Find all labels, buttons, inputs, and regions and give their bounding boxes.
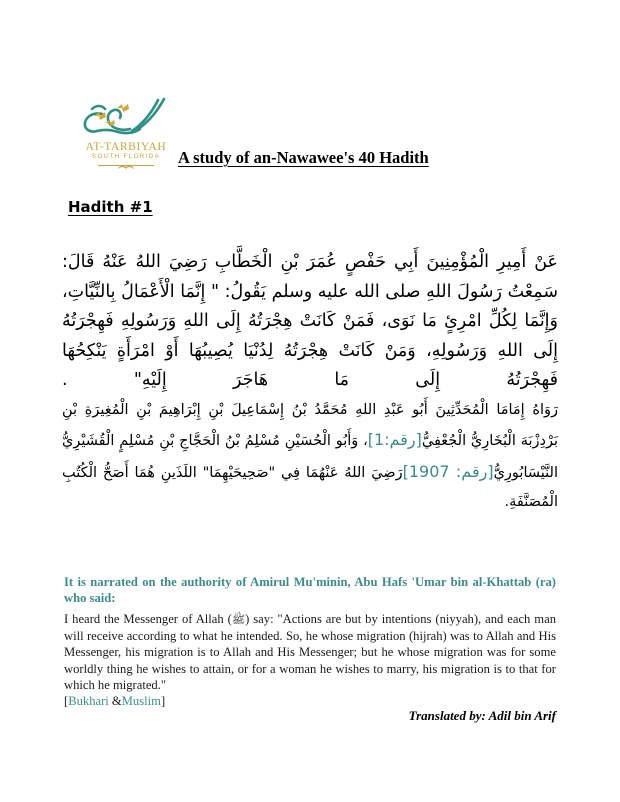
reference-muslim-number: [رقم: 1907]: [402, 461, 494, 481]
citation-open-bracket: [: [64, 694, 69, 709]
translation-lead: It is narrated on the authority of Amirul Mu'minin, Abu Hafs 'Umar bin al-Khattab (ra) who said:: [64, 575, 556, 605]
section-heading: Hadith #1: [68, 198, 153, 216]
logo-wordmark: AT-TARBIYAH: [85, 141, 167, 153]
organization-logo: [72, 96, 180, 168]
logo-calligraphy-icon: [72, 96, 180, 140]
arabic-text-block: [62, 248, 558, 518]
citation-source-muslim: Muslim: [121, 694, 161, 709]
reference-bukhari-number: [رقم:1]: [367, 430, 422, 449]
arabic-hadith-paragraph: عَنْ أَمِيرِ الْمُؤْمِنِينَ أَبِي حَفْصٍ عُمَرَ بْنِ الْخَطَّابِ رَضِيَ اللهُ عَنْهُ قَالَ: سَمِعْتُ رَسُولَ اللهِ صلى الله عليه وسلم يَقُولُ: " إِنَّمَا الْأَعْمَالُ بِالنِّيَّاتِ، وَإِنَّمَا لِكُلِّ امْرِئٍ مَا نَوَى، فَمَنْ كَانَتْ هِجْرَتُهُ إِلَى اللهِ وَرَسُولِهِ فَهِجْرَتُهُ إِلَى اللهِ وَرَسُولِهِ، وَمَنْ كَانَتْ هِجْرَتُهُ لِدُنْيَا يُصِيبُهَا أَوْ امْرَأَةٍ يَنْكِحُهَا فَهِجْرَتُهُ إِلَى مَا هَاجَرَ إِلَيْهِ" .: [62, 252, 558, 390]
citation-source-bukhari: Bukhari: [68, 694, 109, 709]
translation-body: [64, 611, 556, 709]
arabic-narrators-part-3: رَضِيَ اللهُ عَنْهُمَا فِي "صَحِيحَيْهِمَا" اللَذَينِ هُمَا أَصَحُّ الْكُتُبِ الْمُصَنَّفَةِ.: [62, 464, 558, 510]
logo-subtitle: SOUTH FLORIDA: [91, 153, 161, 160]
citation-ampersand: &: [108, 694, 122, 709]
translation-text-part-2: ) say: "Actions are but by intentions (niyyah), and each man will receive according to what he intended. So, he whose migration (hijrah) was to Allah and His Messenger, his migration is to Allah and His Messenger; but he whose migration was for some worldly thing he wishes to attain, or for a woman he wishes to marry, his migration is to that for which he migrated.": [64, 612, 556, 692]
arabic-narrators-part-2: ، وَأَبُو الْحُسَيْنِ مُسْلِمُ بْنُ الْحَجَّاجِ بْنِ مُسْلِمٍ الْقُشَيْرِيُّ النَّيْسَابُورِيُّ: [62, 433, 559, 481]
arabic-attribution-paragraph: [62, 396, 558, 518]
open-book-icon: [117, 161, 135, 170]
arabic-narrators-part-1: رَوَاهُ إِمَامَا الْمُحَدِّثِينَ أَبُو عَبْدِ اللهِ مُحَمَّدُ بْنُ إِسْمَاعِيلَ بْنِ إِبْرَاهِيمَ بْنِ الْمُغِيرَةِ بْنِ بَرْدِزْبَهَ الْبُخَارِيُّ الْجُعْفِيُّ: [62, 401, 559, 449]
sallallahu-alayhi-wasallam-icon: ﷺ: [231, 613, 246, 626]
translation-text-part-1: I heard the Messenger of Allah (: [64, 612, 232, 626]
citation-close-bracket: ]: [160, 694, 166, 709]
page-title: A study of an-Nawawee's 40 Hadith: [178, 148, 429, 167]
translator-credit: Translated by: Adil bin Arif: [408, 708, 556, 723]
source-citation: [64, 693, 556, 709]
document-header: [0, 0, 620, 185]
translation-paragraph: [64, 611, 556, 693]
